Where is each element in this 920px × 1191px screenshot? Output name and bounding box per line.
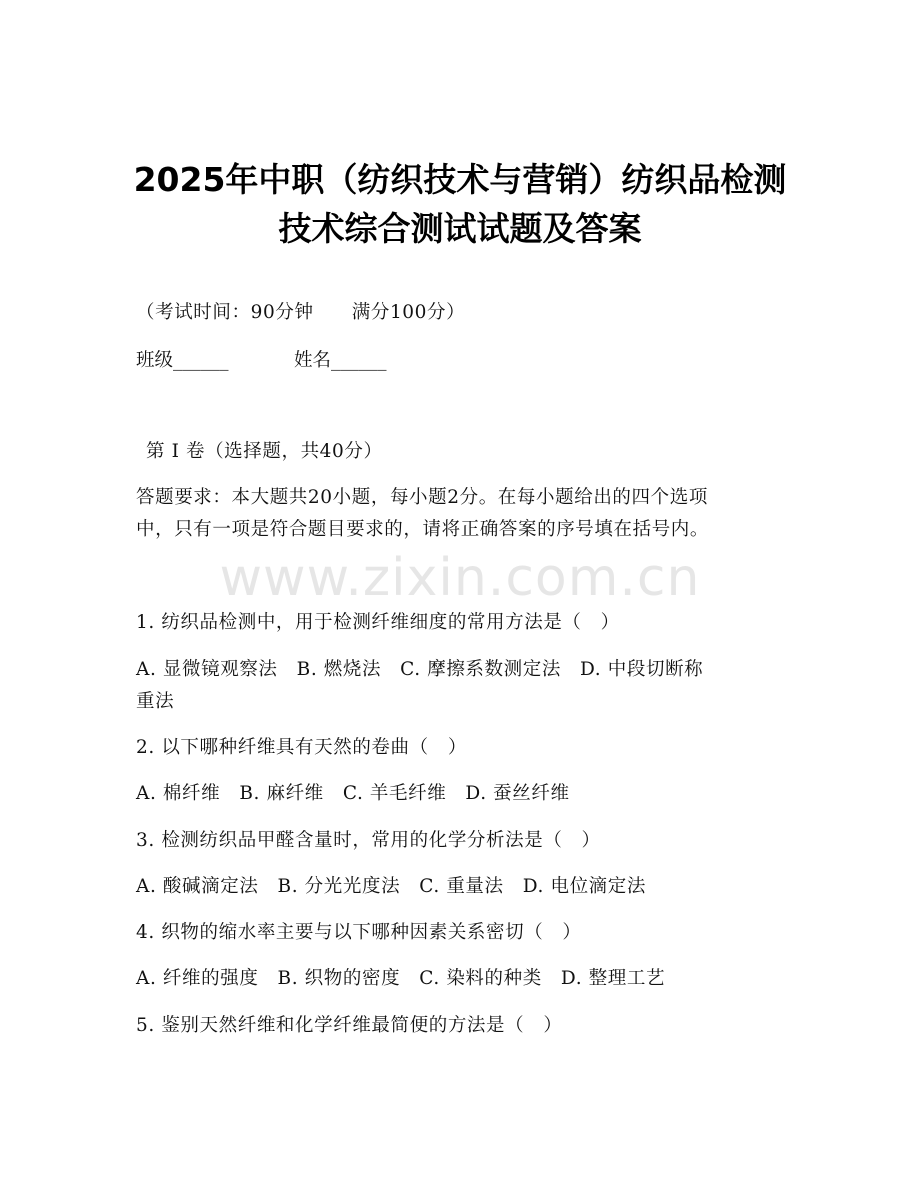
- instructions-line-1: 答题要求：本大题共20小题，每小题2分。在每小题给出的四个选项: [136, 487, 708, 508]
- question-2-stem: 2. 以下哪种纤维具有天然的卷曲（ ）: [136, 737, 467, 758]
- question-2-options: A. 棉纤维 B. 麻纤维 C. 羊毛纤维 D. 蚕丝纤维: [136, 783, 570, 804]
- document-title-line-2: 技术综合测试试题及答案: [278, 209, 642, 248]
- instructions-line-2: 中，只有一项是符合题目要求的，请将正确答案的序号填在括号内。: [136, 519, 710, 540]
- question-3-stem: 3. 检测纺织品甲醛含量时，常用的化学分析法是（ ）: [136, 830, 601, 851]
- document-title-line-1: 2025年中职（纺织技术与营销）纺织品检测: [133, 160, 787, 199]
- question-1-options: A. 显微镜观察法 B. 燃烧法 C. 摩擦系数测定法 D. 中段切断称: [136, 659, 704, 680]
- question-3-options: A. 酸碱滴定法 B. 分光光度法 C. 重量法 D. 电位滴定法: [136, 876, 646, 897]
- question-1-options-cont: 重法: [136, 691, 175, 712]
- question-5-stem: 5. 鉴别天然纤维和化学纤维最简便的方法是（ ）: [136, 1015, 563, 1036]
- question-4-options: A. 纤维的强度 B. 织物的密度 C. 染料的种类 D. 整理工艺: [136, 968, 666, 989]
- name-field-label: 姓名______: [294, 350, 387, 371]
- watermark: www.zixin.com.cn: [219, 548, 701, 608]
- class-field-label: 班级______: [136, 350, 229, 371]
- question-1-stem: 1. 纺织品检测中，用于检测纤维细度的常用方法是（ ）: [136, 612, 620, 633]
- section-heading: 第 I 卷（选择题，共40分）: [146, 441, 383, 462]
- question-4-stem: 4. 织物的缩水率主要与以下哪种因素关系密切（ ）: [136, 922, 582, 943]
- exam-info: （考试时间：90分钟 满分100分）: [136, 302, 466, 323]
